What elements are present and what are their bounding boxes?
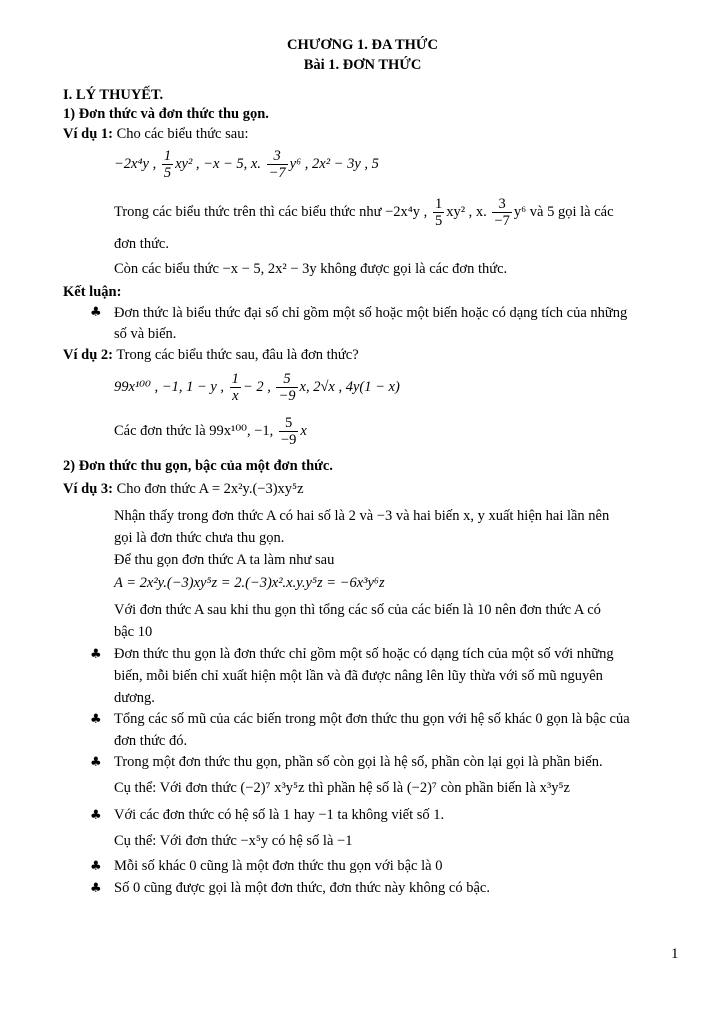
example-label: Ví dụ 2: [63,347,113,363]
denominator: x [232,388,239,404]
expr-part: y⁶ , 2x² − 3y , 5 [289,155,379,172]
example-label: Ví dụ 1: [63,126,113,142]
paragraph-line: gọi là đơn thức chưa thu gọn. [114,530,285,546]
club-bullet-icon: ♣ [90,712,102,727]
example-label: Ví dụ 3: [63,481,113,497]
page-number: 1 [671,946,679,962]
bullet-line: Trong một đơn thức thu gọn, phần số còn gọi là hệ số, phần còn lại gọi là phần biến. [114,754,603,770]
example-3-intro [63,480,304,498]
expr-part: −2x⁴y , [114,155,157,172]
bullet-line: Mỗi số khác 0 cũng là một đơn thức thu gọn với bậc là 0 [114,858,443,874]
denominator: −9 [280,432,297,448]
numerator: 5 [276,371,297,388]
paragraph-line: Nhận thấy trong đơn thức A có hai số là 2 và −3 và hai biến x, y xuất hiện hai lần nên [114,508,610,524]
bullet-line: Với các đơn thức có hệ số là 1 hay −1 ta không viết số 1. [114,807,445,823]
numerator: 1 [434,196,443,212]
text-part: y⁶ và 5 gọi là các [513,203,614,220]
bullet-line: Tổng các số mũ của các biến trong một đơn thức thu gọn với hệ số khác 0 gọn là bậc của [114,711,630,727]
club-bullet-icon: ♣ [90,859,102,874]
numerator: 1 [231,371,239,387]
numerator: 1 [163,148,172,164]
denominator: 5 [434,213,443,229]
expr-part: − 2 , [242,378,271,395]
example-text: Cho các biểu thức sau: [112,126,249,142]
numerator: 3 [492,196,511,213]
fraction [162,148,173,181]
bullet-line: Cụ thể: Với đơn thức (−2)⁷ x³y⁵z thì phần hệ số là (−2)⁷ còn phần biến là x³y⁵z [114,780,570,796]
fraction [433,196,444,229]
bullet-line: Đơn thức thu gọn là đơn thức chỉ gồm một số hoặc có dạng tích của một số với những [114,646,614,662]
text-part: xy² , x. [446,203,487,220]
example-1-paragraph-2: Còn các biểu thức −x − 5, 2x² − 3y không được gọi là các đơn thức. [114,261,508,277]
fraction [276,371,297,404]
formula-line: A = 2x²y.(−3)xy⁵z = 2.(−3)x².x.y.y⁵z = −6x³y⁶z [114,575,385,591]
example-1-expressions [114,148,379,181]
numerator: 5 [279,415,298,432]
paragraph-line: bậc 10 [114,624,153,640]
paragraph-line: Để thu gọn đơn thức A ta làm như sau [114,552,335,568]
expr-part: x, 2√x , 4y(1 − x) [299,378,400,395]
bullet-line: Số 0 cũng được gọi là một đơn thức, đơn thức này không có bậc. [114,880,490,896]
conclusion-line: Đơn thức là biểu thức đại số chỉ gồm một số hoặc một biến hoặc có dạng tích của những [114,305,628,321]
fraction [279,415,298,448]
expr-part: xy² , −x − 5, x. [175,155,261,172]
text-part: x [300,422,307,439]
bullet-line: Cụ thể: Với đơn thức −x⁵y có hệ số là −1 [114,833,353,849]
fraction [492,196,511,229]
subsection-title: 1) Đơn thức và đơn thức thu gọn. [63,106,269,122]
numerator: 3 [267,148,288,165]
club-bullet-icon: ♣ [90,305,102,320]
example-2-intro [63,346,359,364]
lesson-title: Bài 1. ĐƠN THỨC [303,57,422,73]
paragraph-line: Với đơn thức A sau khi thu gọn thì tổng các số của các biến là 10 nên đơn thức A có [114,602,601,618]
section-title: I. LÝ THUYẾT. [63,87,164,103]
club-bullet-icon: ♣ [90,881,102,896]
example-1-paragraph-cont: đơn thức. [114,236,169,252]
denominator: −9 [278,388,296,404]
denominator: 5 [163,165,172,181]
example-text: Trong các biểu thức sau, đâu là đơn thức? [112,347,359,363]
fraction [267,148,288,181]
example-2-expressions [114,371,400,404]
bullet-line: đơn thức đó. [114,733,188,749]
example-1-intro [63,125,248,143]
subsection-title: 2) Đơn thức thu gọn, bậc của một đơn thức. [63,458,333,474]
club-bullet-icon: ♣ [90,647,102,662]
example-1-paragraph [114,196,614,229]
club-bullet-icon: ♣ [90,808,102,823]
example-2-answer [114,415,307,448]
expr-part: 99x¹⁰⁰ , −1, 1 − y , [114,378,225,395]
denominator: −7 [494,213,510,229]
denominator: −7 [268,165,286,181]
club-bullet-icon: ♣ [90,755,102,770]
bullet-line: dương. [114,690,155,706]
conclusion-label: Kết luận: [63,284,122,300]
example-text: Cho đơn thức A = 2x²y.(−3)xy⁵z [112,481,304,497]
chapter-title: CHƯƠNG 1. ĐA THỨC [287,37,438,53]
fraction [230,371,241,404]
text-part: Trong các biểu thức trên thì các biểu thức như −2x⁴y , [114,203,428,220]
text-part: Các đơn thức là 99x¹⁰⁰, −1, [114,422,274,439]
bullet-line: biến, mỗi biến chỉ xuất hiện một lần và đã được nâng lên lũy thừa với số mũ nguyên [114,668,603,684]
conclusion-line: số và biến. [114,326,177,342]
